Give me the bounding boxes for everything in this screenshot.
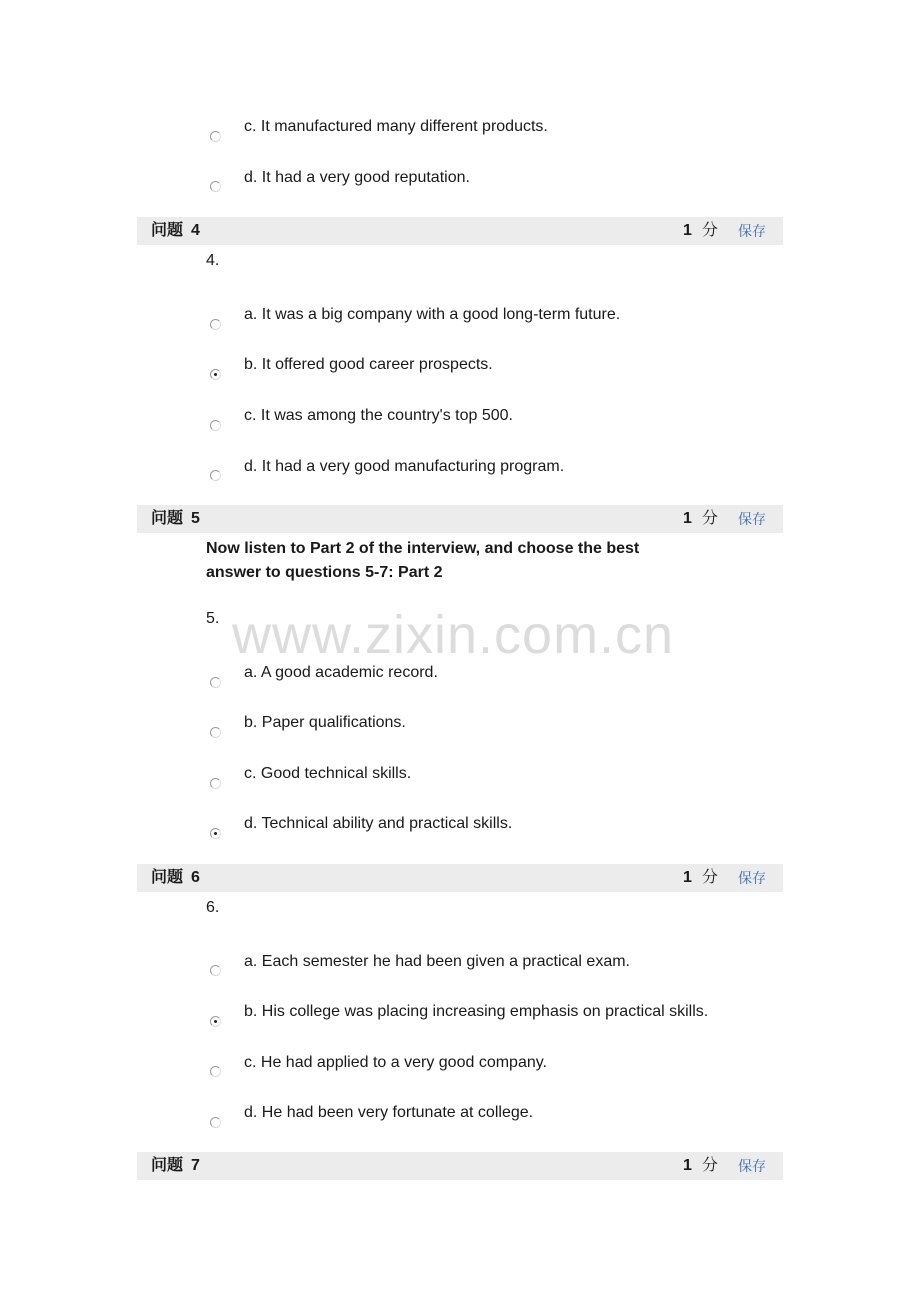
option-q5-c: c. Good technical skills. <box>244 765 412 782</box>
option-q6-a: a. Each semester he had been given a practical exam. <box>244 953 630 970</box>
question-label: 问题 <box>151 1157 184 1174</box>
question-number: 5 <box>191 510 200 527</box>
radio-q6-c[interactable] <box>210 1066 221 1077</box>
score-value: 1 <box>683 222 692 239</box>
question-label: 问题 <box>151 869 184 886</box>
radio-q4-a[interactable] <box>210 319 221 330</box>
radio-q6-a[interactable] <box>210 965 221 976</box>
radio-selected-dot <box>214 1020 217 1023</box>
question-label: 问题 <box>151 510 184 527</box>
radio-q4-c[interactable] <box>210 420 221 431</box>
score-value: 1 <box>683 869 692 886</box>
option-q6-b: b. His college was placing increasing emphasis on practical skills. <box>244 1003 709 1020</box>
option-q5-b: b. Paper qualifications. <box>244 714 406 731</box>
question-header-4 <box>137 217 783 245</box>
radio-q5-a[interactable] <box>210 677 221 688</box>
question-header-5 <box>137 505 783 533</box>
radio-selected-dot <box>214 832 217 835</box>
radio-q6-d[interactable] <box>210 1117 221 1128</box>
score-unit: 分 <box>701 869 718 886</box>
save-button[interactable]: 保存 <box>738 870 766 886</box>
option-q4-b: b. It offered good career prospects. <box>244 356 493 373</box>
radio-q4-b[interactable] <box>210 369 221 380</box>
question-prompt-number: 6. <box>206 899 220 916</box>
question-number: 6 <box>191 869 200 886</box>
score-unit: 分 <box>701 222 718 239</box>
option-q4-a: a. It was a big company with a good long-term future. <box>244 306 621 323</box>
score-unit: 分 <box>701 510 718 527</box>
option-q4-c: c. It was among the country's top 500. <box>244 407 513 424</box>
radio-q6-b[interactable] <box>210 1016 221 1027</box>
save-button[interactable]: 保存 <box>738 223 766 239</box>
question-header-7 <box>137 1152 783 1180</box>
radio-q5-b[interactable] <box>210 727 221 738</box>
question-header-6 <box>137 864 783 892</box>
radio-q5-d[interactable] <box>210 828 221 839</box>
option-q3-c: c. It manufactured many different products. <box>244 118 548 135</box>
option-q5-a: a. A good academic record. <box>244 664 438 681</box>
radio-q3-c[interactable] <box>210 131 221 142</box>
option-q6-d: d. He had been very fortunate at college. <box>244 1104 534 1121</box>
radio-q3-d[interactable] <box>210 181 221 192</box>
radio-selected-dot <box>214 373 217 376</box>
save-button[interactable]: 保存 <box>738 511 766 527</box>
question-prompt-number: 5. <box>206 610 220 627</box>
radio-q5-c[interactable] <box>210 778 221 789</box>
question-prompt-number: 4. <box>206 252 220 269</box>
option-q6-c: c. He had applied to a very good company. <box>244 1054 547 1071</box>
question-number: 7 <box>191 1157 200 1174</box>
score-value: 1 <box>683 1157 692 1174</box>
question-label: 问题 <box>151 222 184 239</box>
option-q5-d: d. Technical ability and practical skills. <box>244 815 513 832</box>
watermark: www.zixin.com.cn <box>232 605 675 665</box>
question-number: 4 <box>191 222 200 239</box>
option-q4-d: d. It had a very good manufacturing program. <box>244 458 565 475</box>
score-unit: 分 <box>701 1157 718 1174</box>
save-button[interactable]: 保存 <box>738 1158 766 1174</box>
radio-q4-d[interactable] <box>210 470 221 481</box>
option-q3-d: d. It had a very good reputation. <box>244 169 470 186</box>
question-instruction: Now listen to Part 2 of the interview, and choose the best answer to questions 5-7: Part 2 <box>206 540 640 581</box>
score-value: 1 <box>683 510 692 527</box>
